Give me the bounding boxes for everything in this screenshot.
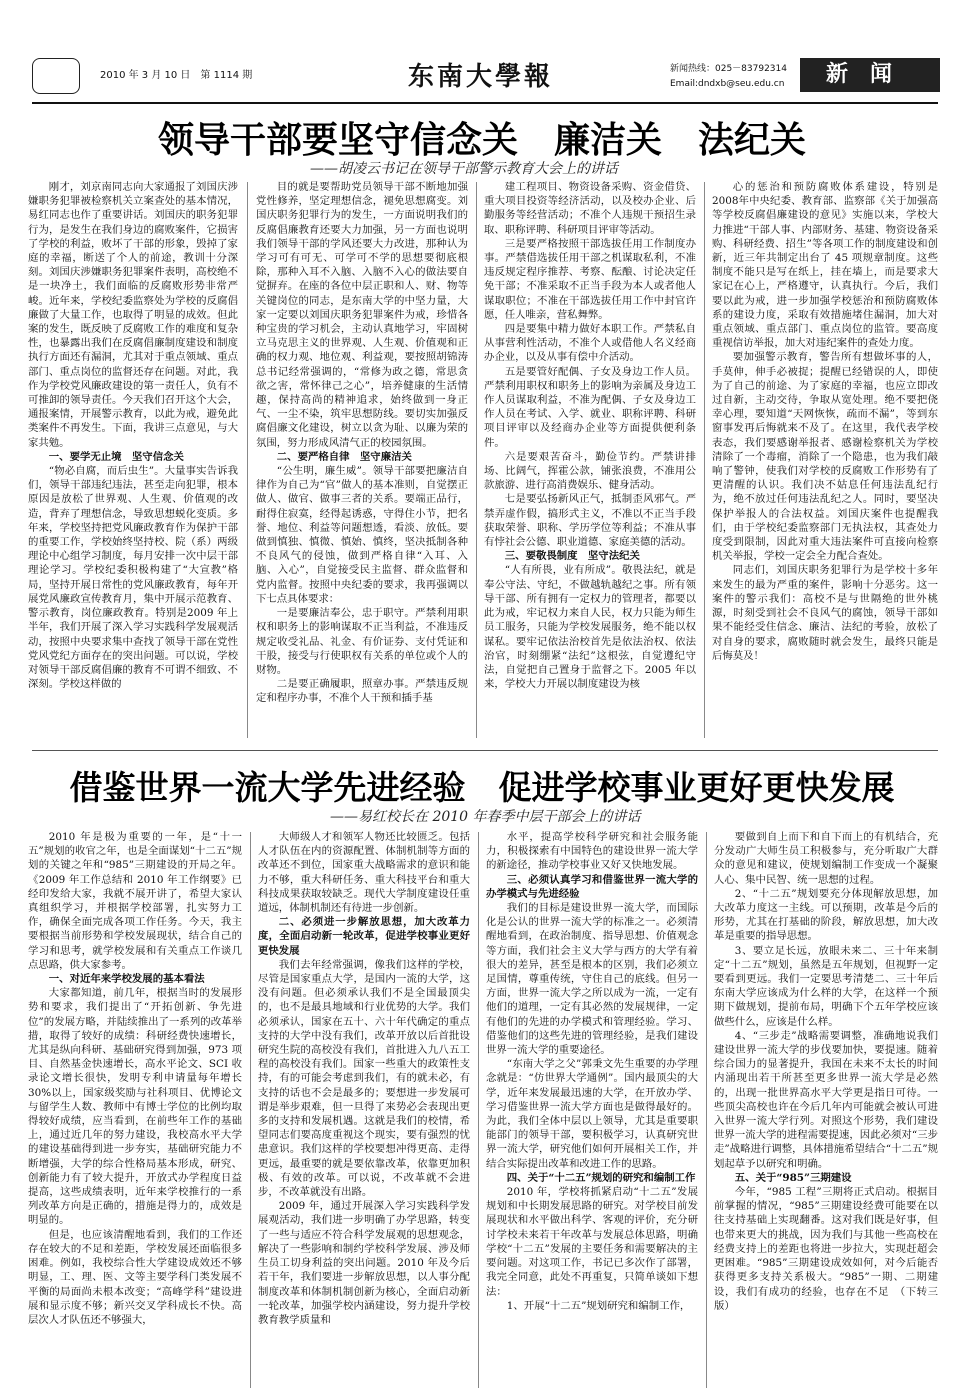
paragraph: 建工程项目、物资设备采购、资金借贷、重大项目投资等经济活动，以及校办企业、后勤服务等经营活动；不准个人违规干预招生录取、职称评聘、科研项目评审等活动。 xyxy=(484,181,696,236)
paragraph: 六是要艰苦奋斗，勤俭节约。严禁讲排场、比阔气，挥霍公款，铺张浪费，不准用公款旅游、进行高消费娱乐、健身活动。 xyxy=(484,450,696,492)
section-label: 新闻 xyxy=(800,58,940,92)
article1-headline: 领导干部要坚守信念关 廉洁关 法纪关 xyxy=(157,120,806,161)
column-divider xyxy=(704,182,705,738)
paragraph: 今年，“985 工程”三期将正式启动。根据目前掌握的情况，“985”三期建设经费可能要在以往支持基础上实现翻番。这对我们既是好事，但也带来更大的挑战，因为我们与其他一些高校在经费支持上的差距也将进一步拉大，实现赶超会更困难。“985”三期建设成效如何，对今后能否获得更多支持关系极大。“985”一期、二期建设，我们有成功的经验，也存在不足 （下转三版） xyxy=(714,1186,938,1312)
article2-headline: 借鉴世界一流大学先进经验 促进学校事业更好更快发展 xyxy=(69,768,895,807)
paragraph: “物必自腐，而后虫生”。大量事实告诉我们，领导干部违纪违法，甚至走向犯罪，根本原因是放松了世界观、人生观、价值观的改造，背弃了理想信念，导致思想蜕化变质。多年来，学校坚持把党风廉政教育作为保护干部的重要工作，学校始终坚持校、院（系）两级理论中心组学习制度，每月安排一次中层干部理论学习。学校纪委积极构建了“大宣教”格局，坚持开展日常性的党风廉政教育，每年开展党风廉政宣传教育月，集中开展示范教育、警示教育，岗位廉政教育。特别是2009 年上半年，我们开展了深入学习实践科学发展观活动，按照中央要求集中查找了领导干部在党性党风党纪方面存在的突出问题。可以说，学校对领导干部反腐倡廉的教育不可谓不细致、不深刻。学校这样做的 xyxy=(28,465,238,691)
column-divider xyxy=(247,182,248,738)
issue-date: 2010 年 3 月 10 日 第 1114 期 xyxy=(100,70,253,81)
column-divider xyxy=(478,832,479,1388)
paragraph: 目的就是要帮助党员领导干部不断地加强党性修养，坚定理想信念，褪免思想腐变。刘国庆职务犯罪行为的发生，一方面说明我们的反腐倡廉教育还要大力加强，另一方面也说明我们领导干部的学风还要大力改进，那种认为学习可有可无、可学可不学的思想要彻底根除，那种入耳不入脑、入脑不入心的做法要自觉摒弃。在座的各位中层正职和人、财、物等关键岗位的同志，是东南大学的中坚力量，大家一定要以刘国庆职务犯罪案件为戒，珍惜各种宝贵的学习机会，主动认真地学习，牢固树立马克思主义的世界观、人生观、价值观和正确的权力观、地位观、利益观，要按照胡锦涛总书记经常强调的，“常修为政之德，常思贪欲之害，常怀律己之心”，培养健康的生活情趣，保持高尚的精神追求，始终做到一身正气、一尘不染，筑牢思想防线。要切实加强反腐倡廉文化建设，树立以贪为耻、以廉为荣的氛围，努力形成风清气正的校园氛围。 xyxy=(256,181,468,449)
paragraph: 2010 年是极为重要的一年，是“十一五”规划的收官之年，也是全面谋划“十二五”规划的关键之年和“985”三期建设的开局之年。《2009 年工作总结和 2010 年工作纲要》已经印发给大家，我就不展开讲了，希望大家认真组织学习，并根据学校部署，扎实努力工作，确保全面完成各项工作任务。今天，我主要根据当前形势和学校发展现状，结合自己的学习和思考，就学校发展和有关重点工作谈几点思路，供大家参考。 xyxy=(28,831,242,971)
paragraph: 4、“三步走”战略需要调整，准确地说我们建设世界一流大学的步伐要加快，要提速。随着综合国力的显著提升，我国在未来不太长的时间内涌现出若干所甚至更多世界一流大学是必然的，出现一批世界高水平大学更是指日可待。一些顶尖高校也许在今后几年内可能就会被认可进入世界一流大学行列。对照这个形势，我们建设世界一流大学的进程需要提速，因此必须对“三步走”战略进行调整，具体措施希望结合“十二五”规划起草予以研究和明确。 xyxy=(714,1029,938,1170)
paragraph: 大家都知道，前几年，根据当时的发展形势和要求，我们提出了“开拓创新、争先进位”的发展方略，并陆续推出了一系列的改革举措，取得了较好的成绩：科研经费快速增长，尤其是纵向科研、基础研究得到加强，973 项目、自然基金快速增长，高水平论文、SCI 收录论文增长很快，发明专利申请量每年增长 30%以上，国家级奖励与社科项目、优博论文与留学生人数、教师中有博士学位的比例均取得较好成绩，应当看到，在前些年工作的基础上，通过近几年的努力建设，我校高水平大学的建设基础得到进一步夯实，基础研究能力不断增强，大学的综合性格局基本形成，研究、创新能力有了较大提升，开放式办学程度日益提高，这些成绩表明，近年来学校推行的一系列改革方向是正确的，措施是得力的，成效是明显的。 xyxy=(28,987,242,1227)
paragraph: 三是要严格按照干部选拔任用工作制度办事。严禁借选拔任用干部之机谋取私利，不准违反规定程序推荐、考察、酝酿、讨论决定任免干部；不准采取不正当手段为本人或者他人谋取职位；不准在干部选拔任用工作中封官许愿，任人唯亲，营私舞弊。 xyxy=(484,237,696,321)
section-heading: 一、对近年来学校发展的基本看法 xyxy=(48,973,205,986)
paragraph: 2010 年，学校将抓紧启动“十二五”发展规划和中长期发展思路的研究。对学校目前发展现状和水平做出科学、客观的评价，充分研讨学校未来若干年改革与发展总体思路，明确学校“十二五”发展的主要任务和需要解决的主要问题。对这项工作，书记已多次作了部署，我完全同意，此处不再重复，只简单谈如下想法： xyxy=(486,1186,698,1298)
article2-column-3 xyxy=(486,830,698,1390)
section-heading: 三、要敬畏制度 坚守法纪关 xyxy=(504,550,640,563)
section-heading: 二、必须进一步解放思想，加大改革力度，全面启动新一轮改革，促进学校事业更好更快发展 xyxy=(258,916,470,957)
article-separator xyxy=(32,750,938,751)
paragraph: 四是要集中精力做好本职工作。严禁私自从事营利性活动，不准个人或借他人名义经商办企业，以及从事有偿中介活动。 xyxy=(484,323,696,364)
news-hotline: 新闻热线：025－83792314 xyxy=(670,64,787,74)
column-divider xyxy=(706,832,707,1388)
email-address: Email:dndxb@seu.edu.cn xyxy=(670,79,785,89)
contact-info xyxy=(670,62,787,92)
paragraph: 我们的目标是建设世界一流大学，而国际化是公认的世界一流大学的标准之一。必须清醒地看到，在政治制度、指导思想、价值观念等方面，我们社会主义大学与西方的大学有着很大的差异，甚至是根本的区别，我们必须立足国情，尊重传统，守住自己的底线。但另一方面，世界一流大学之所以成为一流，一定有他们的道理，一定有其必然的发展规律，一定有他们的先进的办学模式和管理经验。学习、借鉴他们的这些先进的管理经验，是我们建设世界一流大学的重要途径。 xyxy=(486,902,698,1057)
paragraph: “公生明，廉生威”。领导干部要把廉洁自律作为自己为“官”做人的基本准则，自觉摆正做人、做官、做事三者的关系。要端正品行，耐得住寂寞，经得起诱惑，守得住小节，把名誉、地位、利益等问题想透，看淡、放低。要做到慎独、慎微、慎始、慎终，坚决抵制各种不良风气的侵蚀，做到严格自律“入耳、入脑、入心”，自觉接受民主监督、群众监督和党内监督。按照中央纪委的要求，我再强调以下七点具体要求： xyxy=(256,465,468,605)
paragraph: 我们去年经常强调，像我们这样的学校，尽管是国家重点大学，是国内一流的大学，这没有问题。但必须承认我们不是全国最顶尖的，也不是最具地域和行业优势的大学。我们必须承认，国家在五十、六十年代确定的重点支持的大学中没有我们，改革开放以后首批设研究生院的高校没有我们，首批进入九八五工程的高校没有我们。国家一些重大的政策性支持，有的可能会考虑到我们，有的就未必，有支持的话也不会是最多的；要想进一步发展可谓是举步艰难，但一旦得了来势必会表现出更多的支持和发展机遇。这就是我们的校情，希望同志们要高度重视这个现实，要有强烈的忧患意识。我们这样的学校要想冲得更高、走得更远，最重要的就是要依靠改革，依靠更加积极、有效的改革。可以说，不改革就不会进步，不改革就没有出路。 xyxy=(258,958,470,1199)
paragraph: 刚才，刘京南同志向大家通报了刘国庆涉嫌职务犯罪被检察机关立案查处的基本情况，易红同志也作了重要讲话。刘国庆的职务犯罪行为，是发生在我们身边的腐败案件，它损害了学校的利益，败坏了干部的形象，毁掉了家庭的幸福，断送了个人的前途，教训十分深刻。刘国庆涉嫌职务犯罪案件表明，高校绝不是一块净土，我们面临的反腐败形势非常严峻。近年来，学校纪委监察处为学校的反腐倡廉做了大量工作，也取得了明显的成效。但此案的发生，既反映了反腐败工作的难度和复杂性，也暴露出我们在反腐倡廉制度建设和制度执行方面还有漏洞，尤其对于重点领域、重点部门、重点岗位的监督还存在问题。对此，我作为学校党风廉政建设的第一责任人，负有不可推卸的领导责任。今天我们召开这个大会，通报案情，开展警示教育，以此为戒，避免此类案件不再发生。下面，我讲三点意见，与大家共勉。 xyxy=(28,181,238,449)
article1-subhead: ——胡凌云书记在领导干部警示教育大会上的讲话 xyxy=(310,161,618,177)
section-heading: 四、关于“十二五”规划的研究和编制工作 xyxy=(506,1171,696,1184)
article1-column-3 xyxy=(484,180,696,740)
paragraph: 心的惩治和预防腐败体系建设，特别是 2008年中央纪委、教育部、监察部《关于加强高等学校反腐倡廉建设的意见》实施以来，学校大力推进“干部人事、内部财务、基建、物资设备采购、科研经费、招生”等各项工作的制度建设和创新，近三年共制定出台了 45 项规章制度。这些制度不能只是写在纸上，挂在墙上，而是要求大家记在心上，严格遵守，认真执行。今后，我们要以此为戒，进一步加强学校惩治和预防腐败体系的建设力度，采取有效措施堵住漏洞，加大对重点领域、重点部门、重点岗位的监管。要高度重视信访举报，加大对违纪案件的查处力度。 xyxy=(712,181,938,350)
paragraph: 七是要弘扬新风正气，抵制歪风邪气。严禁弄虚作假，搞形式主义，不准以不正当手段获取荣誉、职称、学历学位等利益；不准从事有悖社会公德、职业道德、家庭美德的活动。 xyxy=(484,493,696,549)
article1-column-2 xyxy=(256,180,468,740)
masthead-rule xyxy=(32,102,938,104)
paragraph: 水平，提高学校科学研究和社会服务能力，积极探索有中国特色的建设世界一流大学的新途径，推动学校事业又好又快地发展。 xyxy=(486,831,698,872)
paragraph: 二是要正确履职，照章办事。严禁违反规定和程序办事，不准个人干预和插手基 xyxy=(256,678,468,705)
paragraph: 2、“十二五”规划要充分体现解放思想，加大改革力度这一主线。可以预期，改革是今后的形势，尤其在打基础的阶段，解放思想，加大改革是重要的指导思想。 xyxy=(714,887,938,943)
paragraph: “人有所畏，业有所成”。敬畏法纪，就是奉公守法、守纪，不做越轨越纪之事。所有领导干部、所有拥有一定权力的管理者，都要以此为戒，牢记权力来自人民，权力只能为师生员工服务，只能为学校发展服务，绝不能以权谋私。要牢记依法治校首先是依法治权、依法治官，时刻绷紧“法纪”这根弦，自觉遵纪守法，自觉把自己置身于监督之下。2005 年以来，学校大力开展以制度建设为核 xyxy=(484,564,696,691)
paragraph: 五是要管好配偶、子女及身边工作人员。严禁利用职权和职务上的影响为亲属及身边工作人员谋取利益，不准为配偶、子女及身边工作人员在考试、入学、就业、职称评聘、科研项目评审以及经商办企业等方面提供便利条件。 xyxy=(484,365,696,449)
paragraph: 3、要立足长远，放眼未来二、三十年来制定“十二五”规划，虽然是五年规划，但视野一定要看到更远。我们一定要思考清楚二、三十年后东南大学应该成为什么样的大学，在这样一个预期下做规划，提前布局，明确下个五年学校应该做些什么，应该是什么样。 xyxy=(714,944,938,1028)
paragraph: 要做到自上而下和自下而上的有机结合，充分发动广大师生员工积极参与，充分听取广大群众的意见和建议，使规划编制工作变成一个凝聚人心、集中民智、统一思想的过程。 xyxy=(714,831,938,886)
column-divider xyxy=(476,182,477,738)
page-number-box xyxy=(32,58,80,94)
article2-column-1 xyxy=(28,830,242,1390)
paragraph: 同志们，刘国庆职务犯罪行为是学校十多年来发生的最为严重的案件，影响十分恶劣。这一案件的警示我们：高校不是与世隔绝的世外桃源，时刻受到社会不良风气的腐蚀，领导干部如果不能经受住信念、廉洁、法纪的考验，放松了对自身的要求，腐败随时就会发生，最终只能是后悔莫及！ xyxy=(712,564,938,662)
section-heading: 三、必须认真学习和借鉴世界一流大学的办学模式与先进经验 xyxy=(486,873,698,900)
paragraph: 1、开展“十二五”规划研究和编制工作， xyxy=(506,1299,691,1312)
article2-column-2 xyxy=(258,830,470,1390)
article2-subhead: ——易红校长在 2010 年春季中层干部会上的讲话 xyxy=(330,809,641,825)
paragraph: “东南大学之父”郭秉文先生重要的办学理念就是：“仿世界大学通例”。国内最顶尖的大学，近年来发展最迅速的大学，在开放办学、学习借鉴世界一流大学方面也是做得最好的。为此，我们全体中层以上领导，尤其是重要职能部门的领导干部，要积极学习，认真研究世界一流大学，研究他们如何开展相关工作，并结合实际提出改革和改进工作的思路。 xyxy=(486,1058,698,1170)
column-divider xyxy=(250,832,251,1388)
paragraph: 2009 年，通过开展深入学习实践科学发展观活动，我们进一步明确了办学思路，转变了一些与适应不符合科学发展观的思想观念，解决了一些影响和制约学校科学发展、涉及师生员工切身利益的突出问题。2010 年及今后若干年，我们要进一步解放思想，以人事分配制度改革和体制机制创新为核心，全面启动新一轮改革，加强学校内涵建设，努力提升学校教育教学质量和 xyxy=(258,1200,470,1326)
section-heading: 二、要严格自律 坚守廉洁关 xyxy=(276,450,412,463)
section-heading: 一、要学无止境 坚守信念关 xyxy=(48,450,184,463)
article2-column-4 xyxy=(714,830,938,1390)
section-heading: 五、关于“985”三期建设 xyxy=(734,1171,852,1184)
article1-column-4 xyxy=(712,180,938,740)
paragraph: 一是要廉洁奉公，忠于职守。严禁利用职权和职务上的影响谋取不正当利益，不准违反规定收受礼品、礼金、有价证券、支付凭证和干股，接受与行使职权有关系的单位或个人的财物。 xyxy=(256,607,468,676)
newspaper-logo: 东南大學報 xyxy=(408,62,554,92)
paragraph: 大师级人才和领军人物还比较匮乏。包括人才队伍在内的资源配置、体制机制等方面的改革还不到位，国家重大战略需求的意识和能力不够，重大科研任务、重大科技平台和重大科技成果获取较缺乏。现代大学制度建设任重道远，体制机制还有待进一步创新。 xyxy=(258,831,470,915)
masthead xyxy=(0,52,964,100)
paragraph: 但是，也应该清醒地看到，我们的工作还存在较大的不足和差距，学校发展还面临很多困难。例如，我校综合性大学建设成效还不够明显，工、理、医、文等主要学科门类发展不平衡的局面尚未根本改变；“高峰学科”建设进展和显示度不够；新兴交叉学科成长不快。高层次人才队伍还不够强大， xyxy=(28,1228,242,1326)
paragraph: 要加强警示教育，警告所有想做坏事的人，手莫伸，伸手必被捉；提醒已经错误的人，即使为了自己的前途、为了家庭的幸福，也应立即改过自新，主动交待，争取从宽处理。绝不要把侥幸心理，要知道“天网恢恢，疏而不漏”，等到东窗事发再后悔就来不及了。在这里，我代表学校表态，我们要感谢举报者、感谢检察机关为学校清除了一个毒瘤，消除了一个隐患，也为我们敲响了警钟，使我们对学校的反腐败工作形势有了更清醒的认识。我们决不姑息任何违法乱纪行为，绝不放过任何违法乱纪之人。同时，要坚决保护举报人的合法权益。刘国庆案件也提醒我们，由于学校纪委监察部门无执法权，其查处力度受到限制，因此对重大违法案件可直接向检察机关举报，学校一定会全力配合查处。 xyxy=(712,351,938,563)
article1-column-1 xyxy=(28,180,238,740)
